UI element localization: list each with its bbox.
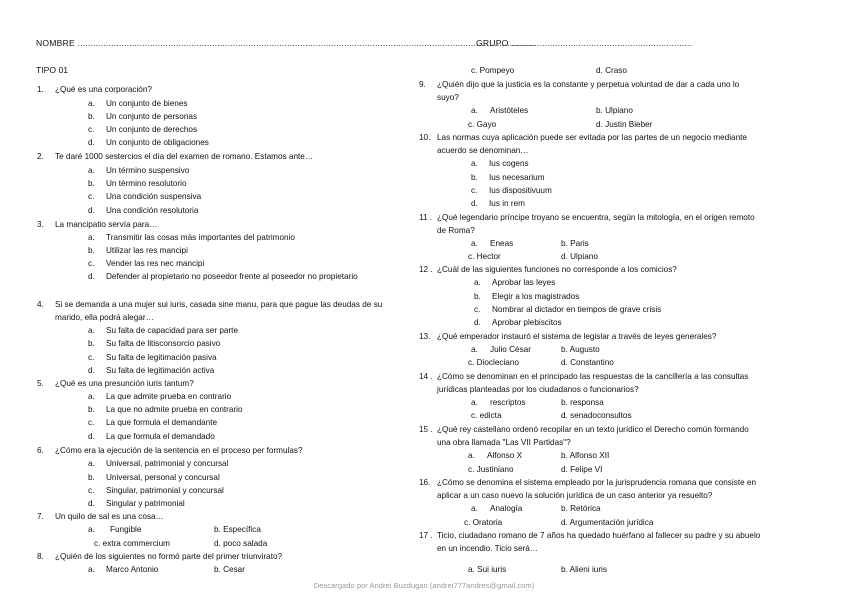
option-text: Ius in rem <box>489 199 525 208</box>
question-number: 14 . <box>419 372 433 381</box>
question-text-cont: de Roma? <box>437 226 475 235</box>
question-text: ¿Qué legendario príncipe troyano se encuentra, según la mitología, en el origen remoto <box>437 213 755 222</box>
option-c: c. edicta <box>471 411 502 420</box>
option-letter: c. <box>88 192 95 201</box>
question-text: ¿Quién dijo que la justicia es la constante y perpetua voluntad de dar a cada uno lo <box>437 80 740 89</box>
option-letter: c. <box>471 186 478 195</box>
option-text: Un término suspensivo <box>106 166 190 175</box>
question-text: Un quilo de sal es una cosa… <box>55 512 164 521</box>
option-text: Julio César <box>490 345 531 354</box>
option-letter: b. <box>88 246 95 255</box>
option-text: Eneas <box>490 239 514 248</box>
option-b: b. Cesar <box>214 565 245 574</box>
question-number: 3. <box>37 220 44 229</box>
option-text: Nombrar al dictador en tiempos de grave crisis <box>492 305 662 314</box>
question-text-cont: aplicar a un caso nuevo la solución jurídica de un caso anterior ya resuelto? <box>437 491 713 500</box>
option-b: b. Específica <box>214 525 261 534</box>
option-text: La que formula el demandante <box>106 418 218 427</box>
option-letter: d. <box>471 199 478 208</box>
option-letter: b. <box>88 179 95 188</box>
option-text: rescriptos <box>490 398 526 407</box>
question-number: 11 . <box>419 213 433 222</box>
option-text: Un conjunto de derechos <box>106 125 198 134</box>
option-text: Una condición resolutoria <box>106 206 199 215</box>
question-text: ¿Cómo era la ejecución de la sentencia en el proceso per formulas? <box>55 446 303 455</box>
question-text: Las normas cuya aplicación puede ser evitada por las partes de un negocio mediante <box>437 133 747 142</box>
question-number: 4. <box>37 300 44 309</box>
option-c: c. Diocleciano <box>468 358 519 367</box>
question-number: 5. <box>37 379 44 388</box>
question-number: 7. <box>37 512 44 521</box>
option-text: La que formula el demandado <box>106 432 215 441</box>
option-text: Vender las res nec mancipi <box>106 259 205 268</box>
option-c: c. extra commercium <box>94 539 170 548</box>
option-text: Su falta de legitimación pasiva <box>106 353 217 362</box>
option-letter: b. <box>88 405 95 414</box>
download-footer: Descargado por Andrei Buzdugan (andrei777andres@gmail.com) <box>313 581 535 590</box>
option-letter: d. <box>474 318 481 327</box>
test-type-title: TIPO 01 <box>36 65 68 75</box>
question-text: La mancipatio servía para… <box>55 220 158 229</box>
question-text: ¿Qué emperador instauró el sistema de legislar a través de leyes generales? <box>437 332 717 341</box>
question-number: 10. <box>419 133 431 142</box>
option-text: Su falta de capacidad para ser parte <box>106 326 238 335</box>
option-text: Un conjunto de personas <box>106 112 198 121</box>
option-letter: c. <box>88 353 95 362</box>
option-letter: a. <box>471 159 478 168</box>
option-text: Singular y patrimonial <box>106 499 185 508</box>
question-number: 12 . <box>419 265 433 274</box>
question-text: Te daré 1000 sestercios el día del examen de romano. Estamos ante… <box>55 152 314 161</box>
option-text: Ius necesarium <box>489 173 545 182</box>
option-c: c. Pompeyo <box>471 66 515 75</box>
option-letter: c. <box>88 486 95 495</box>
option-text: Un término resolutorio <box>106 179 187 188</box>
option-letter: a. <box>88 233 95 242</box>
option-letter: a. <box>471 239 478 248</box>
option-letter: c. <box>474 305 481 314</box>
question-text: ¿Cómo se denominan en el principado las respuestas de la cancillería a las consultas <box>437 372 749 381</box>
option-letter: b. <box>88 473 95 482</box>
question-text-cont: marido, ella podrá alegar… <box>55 313 154 322</box>
option-text: Marco Antonio <box>106 565 159 574</box>
option-letter: c. <box>88 418 95 427</box>
option-text: Aprobar las leyes <box>492 278 556 287</box>
option-c: c. Gayo <box>468 120 497 129</box>
option-letter: a. <box>88 392 95 401</box>
option-text: Un conjunto de obligaciones <box>106 138 209 147</box>
option-letter: a. <box>88 459 95 468</box>
option-letter: a. <box>471 398 478 407</box>
option-b: b. Paris <box>561 239 589 248</box>
option-text: Universal, patrimonial y concursal <box>106 459 229 468</box>
option-text: Aristóteles <box>490 106 529 115</box>
question-text: ¿Qué rey castellano ordenó recopilar en un texto jurídico el Derecho común formando <box>437 425 749 434</box>
option-text: Una condición suspensiva <box>106 192 202 201</box>
option-text: La que no admite prueba en contrario <box>106 405 243 414</box>
option-letter: b. <box>88 112 95 121</box>
option-b: b. responsa <box>561 398 604 407</box>
question-number: 15 . <box>419 425 433 434</box>
option-letter: a. <box>88 326 95 335</box>
option-letter: d. <box>88 432 95 441</box>
option-text: Analogía <box>490 504 523 513</box>
question-text: Ticio, ciudadano romano de 7 años ha quedado huérfano al fallecer su padre y su abuelo <box>437 531 761 540</box>
option-letter: a. <box>474 278 481 287</box>
option-text: Su falta de legitimación activa <box>106 366 215 375</box>
option-letter: d. <box>88 366 95 375</box>
option-d: d. Argumentación jurídica <box>561 518 654 527</box>
option-d: d. Craso <box>596 66 627 75</box>
option-text: Universal, personal y concursal <box>106 473 220 482</box>
question-text: Si se demanda a una mujer sui iuris, casada sine manu, para que pague las deudas de su <box>55 300 383 309</box>
option-text: Un conjunto de bienes <box>106 99 188 108</box>
option-letter: b. <box>471 173 478 182</box>
option-b: b. Retórica <box>561 504 601 513</box>
option-letter: c. <box>88 125 95 134</box>
option-letter: d. <box>88 499 95 508</box>
question-text-cont: en un incendio. Ticio será… <box>437 544 539 553</box>
question-text: ¿Qué es una presunción iuris tantum? <box>55 379 194 388</box>
option-letter: d. <box>88 138 95 147</box>
option-text: La que admite prueba en contrario <box>106 392 232 401</box>
option-text: Elegir a los magistrados <box>492 292 580 301</box>
option-letter: b. <box>474 292 481 301</box>
option-text: Ius cogens <box>489 159 529 168</box>
option-letter: a. <box>471 345 478 354</box>
question-number: 17 . <box>419 531 433 540</box>
option-text: Defender al propietario no poseedor frente al poseedor no propietario <box>106 272 358 281</box>
option-text: Alfonso X <box>487 451 523 460</box>
question-text: ¿Cuál de las siguientes funciones no corresponde a los comicios? <box>437 265 677 274</box>
question-text-cont: jurídicas planteadas por los ciudadanos o funcionarios? <box>437 385 639 394</box>
option-letter: b. <box>88 339 95 348</box>
option-c: c. Oratoria <box>464 518 503 527</box>
option-letter: a. <box>471 504 478 513</box>
option-text: Singular, patrimonial y concursal <box>106 486 224 495</box>
name-field-label: NOMBRE ................................................................................................................................................................................. <box>36 38 536 48</box>
option-b: b. Alieni iuris <box>561 565 607 574</box>
option-text: Utilizar las res mancipi <box>106 246 188 255</box>
option-c: c. Hector <box>468 252 501 261</box>
question-number: 16. <box>419 478 431 487</box>
question-number: 2. <box>37 152 44 161</box>
option-d: d. Constantino <box>561 358 614 367</box>
option-text: Su falta de litisconsorcio pasivo <box>106 339 221 348</box>
option-letter: a. <box>88 99 95 108</box>
option-letter: c. <box>88 259 95 268</box>
question-text: ¿Cómo se denomina el sistema empleado por la jurisprudencia romana que consiste en <box>437 478 757 487</box>
option-d: d. Justin Bieber <box>596 120 653 129</box>
option-letter: a. <box>468 451 475 460</box>
option-a: a. Sui iuris <box>468 565 507 574</box>
question-text: ¿Quién de los siguientes no formó parte del primer triunvirato? <box>55 552 283 561</box>
question-text-cont: una obra llamada "Las VII Partidas"? <box>437 438 571 447</box>
option-d: d. Ulpiano <box>561 252 598 261</box>
question-text: ¿Qué es una corporación? <box>55 85 152 94</box>
question-number: 6. <box>37 446 44 455</box>
option-d: d. Felipe VI <box>561 465 603 474</box>
option-letter: d. <box>88 206 95 215</box>
option-d: d. poco salada <box>214 539 268 548</box>
option-c: c. Justiniano <box>468 465 514 474</box>
option-text: Aprobar plebiscitos <box>492 318 562 327</box>
option-b: b. Augusto <box>561 345 600 354</box>
question-number: 13. <box>419 332 431 341</box>
option-letter: a. <box>88 166 95 175</box>
option-letter: a. <box>471 106 478 115</box>
question-text-cont: suyo? <box>437 93 459 102</box>
option-text: Fungible <box>110 525 142 534</box>
option-b: b. Ulpiano <box>596 106 633 115</box>
group-field-label: GRUPO ...................................................................... <box>476 38 693 48</box>
question-number: 1. <box>37 85 44 94</box>
option-letter: a. <box>88 565 95 574</box>
option-b: b. Alfonso XII <box>561 451 610 460</box>
option-text: Transmitir las cosas más importantes del patrimonio <box>106 233 295 242</box>
question-number: 9. <box>419 80 426 89</box>
question-text-cont: acuerdo se denominan… <box>437 146 529 155</box>
option-text: Ius dispositivuum <box>489 186 552 195</box>
option-letter: a. <box>88 525 95 534</box>
option-letter: d. <box>88 272 95 281</box>
option-d: d. senadoconsultos <box>561 411 632 420</box>
question-number: 8. <box>37 552 44 561</box>
